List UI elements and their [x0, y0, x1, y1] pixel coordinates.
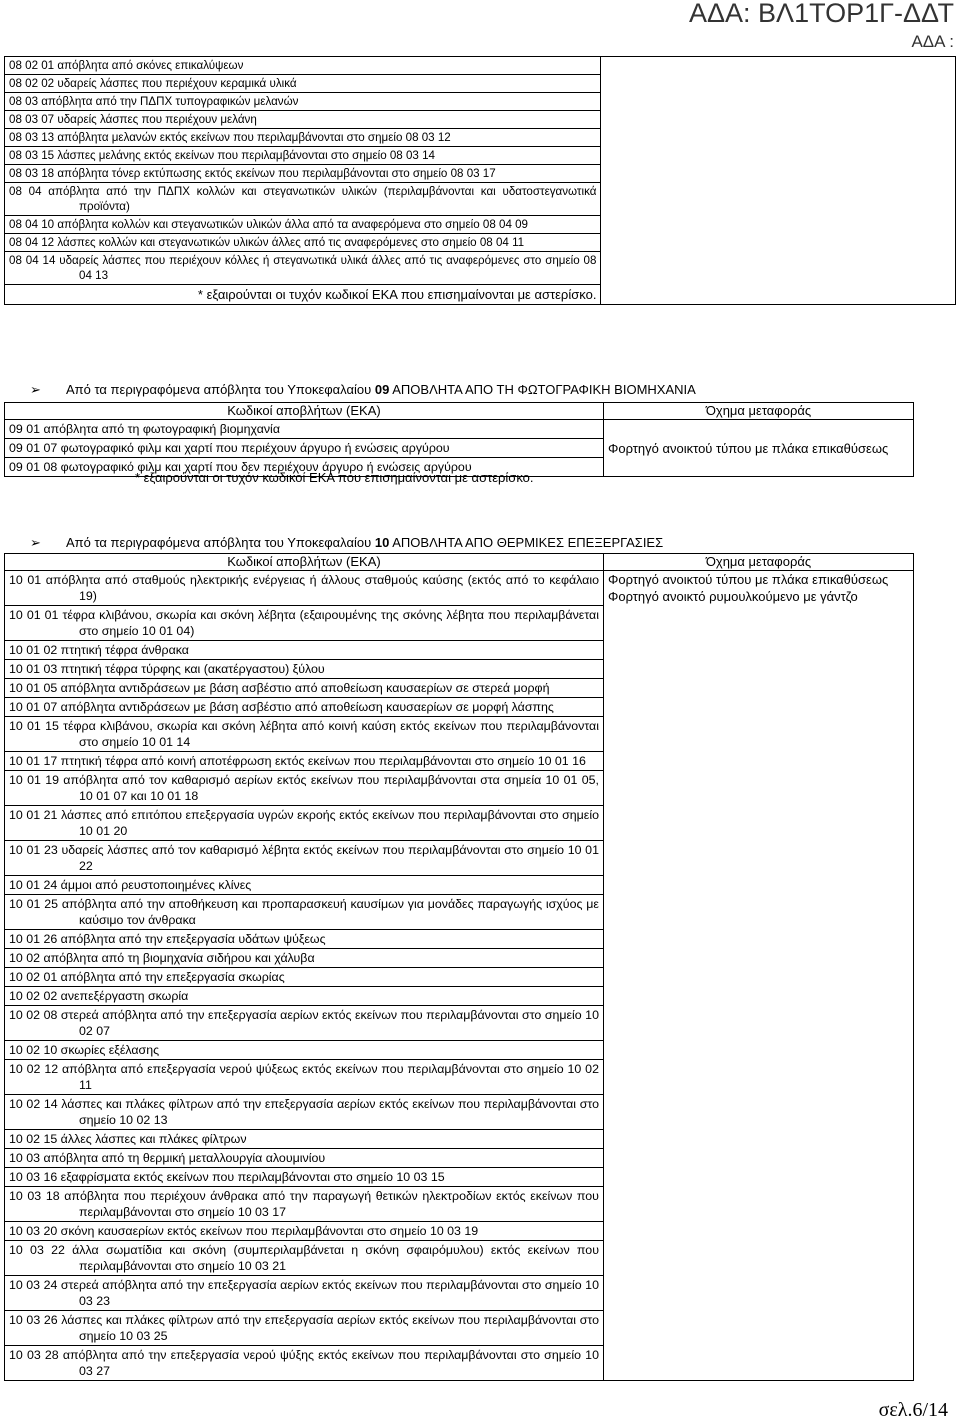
ada-header	[689, 0, 954, 50]
ada-code: ΑΔΑ: ΒΛ1ΤΟΡ1Γ-ΔΔΤ	[688, 0, 954, 28]
waste-code: 10 01 05 απόβλητα αντιδράσεων με βάση ασβέστιο από αποθείωση καυσαερίων σε στερεά μορφή	[9, 681, 550, 695]
table-row	[5, 57, 956, 75]
transport-cell	[601, 57, 956, 305]
transport-option: Φορτηγό ανοικτό ρυμουλκούμενο με γάντζο	[607, 589, 858, 604]
col-codes-header: Κωδικοί αποβλήτων (ΕΚΑ)	[5, 554, 604, 571]
waste-code: 08 04 10 απόβλητα κολλών και στεγανωτικών υλικών άλλα από τα αναφερόμενα στο σημείο 08 04 09	[9, 218, 529, 231]
note: * εξαιρούνται οι τυχόν κωδικοί ΕΚΑ που επισημαίνονται με αστερίσκο.	[5, 285, 601, 305]
waste-code: 10 01 23 υδαρείς λάσπες από τον καθαρισμό λέβητα εκτός εκείνων που περιλαμβάνονται στο σημείο 10 01 22	[9, 843, 599, 873]
waste-code: 10 01 26 απόβλητα από την επεξεργασία υδάτων ψύξεως	[9, 932, 326, 946]
page-number: σελ.6/14	[878, 1399, 948, 1421]
table-row	[5, 420, 914, 439]
waste-code: 10 02 12 απόβλητα από επεξεργασία νερού ψύξεως εκτός εκείνων που περιλαμβάνονται στο σημείο 10 02 11	[9, 1062, 599, 1092]
waste-code: 10 01 03 πτητική τέφρα τύρφης και (ακατέργαστου) ξύλου	[9, 662, 325, 676]
table-row	[5, 571, 914, 606]
col-codes-header: Κωδικοί αποβλήτων (ΕΚΑ)	[5, 403, 604, 420]
waste-code: 10 01 24 άμμοι από ρευστοποιημένες κλίνες	[9, 878, 252, 892]
section-10-heading: ➢ Από τα περιγραφόμενα απόβλητα του Υποκεφαλαίου 10 ΑΠΟΒΛΗΤΑ ΑΠΟ ΘΕΡΜΙΚΕΣ ΕΠΕΞΕΡΓΑΣΙΕΣ	[30, 535, 664, 550]
waste-table-09	[4, 402, 914, 477]
waste-code: 10 02 01 απόβλητα από την επεξεργασία σκωρίας	[9, 970, 285, 984]
waste-table-10	[4, 553, 914, 1381]
transport-cell	[603, 571, 913, 1381]
waste-code: 10 02 14 λάσπες και πλάκες φίλτρων από την επεξεργασία αερίων εκτός εκείνων που περιλαμβάνονται στο σημείο 10 02 13	[9, 1097, 599, 1127]
waste-table-08	[4, 56, 956, 305]
waste-code: 09 01 07 φωτογραφικό φιλμ και χαρτί που περιέχουν άργυρο ή ενώσεις αργύρου	[9, 441, 450, 455]
arrow-bullet-icon: ➢	[30, 382, 41, 397]
waste-code: 10 01 21 λάσπες από επιτόπου επεξεργασία υγρών εκροής εκτός εκείνων που περιλαμβάνονται στο σημείο 10 01 20	[9, 808, 599, 838]
table-header-row	[5, 403, 914, 420]
note: * εξαιρούνται οι τυχόν κωδικοί ΕΚΑ που επισημαίνονται με αστερίσκο.	[135, 470, 534, 485]
waste-code: 10 03 18 απόβλητα που περιέχουν άνθρακα από την παραγωγή θετικών ηλεκτροδίων εκτός εκείνων που περιλαμβάνονται στο σημείο 10 03 17	[9, 1189, 599, 1219]
waste-code: 10 02 10 σκωρίες εξέλασης	[9, 1043, 160, 1057]
waste-code: 10 02 απόβλητα από τη βιομηχανία σιδήρου και χάλυβα	[9, 951, 315, 965]
waste-code: 08 03 15 λάσπες μελάνης εκτός εκείνων που περιλαμβάνονται στο σημείο 08 03 14	[9, 149, 435, 162]
section-09-heading: ➢ Από τα περιγραφόμενα απόβλητα του Υποκεφαλαίου 09 ΑΠΟΒΛΗΤΑ ΑΠΟ ΤΗ ΦΩΤΟΓΡΑΦΙΚΗ ΒΙΟΜΗΧΑΝΙΑ	[30, 382, 696, 397]
waste-code: 08 02 01 απόβλητα από σκόνες επικαλύψεων	[9, 59, 244, 72]
arrow-bullet-icon: ➢	[30, 535, 41, 550]
waste-code: 10 02 08 στερεά απόβλητα από την επεξεργασία αερίων εκτός εκείνων που περιλαμβάνονται στο σημείο 10 02 07	[9, 1008, 599, 1038]
waste-code: 10 01 19 απόβλητα από τον καθαρισμό αερίων εκτός εκείνων που περιλαμβάνονται στα σημεία 10 01 05, 10 01 07 και 10 01 18	[9, 773, 599, 803]
waste-code: 10 03 24 στερεά απόβλητα από την επεξεργασία αερίων εκτός εκείνων που περιλαμβάνονται στο σημείο 10 03 23	[9, 1278, 599, 1308]
col-transport-header: Όχημα μεταφοράς	[603, 554, 913, 571]
waste-code: 08 02 02 υδαρείς λάσπες που περιέχουν κεραμικά υλικά	[9, 77, 297, 90]
transport-cell: Φορτηγό ανοικτού τύπου με πλάκα επικαθύσεως	[603, 420, 913, 477]
waste-code: 08 03 07 υδαρείς λάσπες που περιέχουν μελάνη	[9, 113, 257, 126]
waste-code: 09 01 απόβλητα από τη φωτογραφική βιομηχανία	[9, 422, 280, 436]
waste-code: 10 03 22 άλλα σωματίδια και σκόνη (συμπεριλαμβάνεται η σκόνη σφαιρόμυλου) εκτός εκείνων που περιλαμβάνονται στο σημείο 10 03 21	[9, 1243, 599, 1273]
waste-code: 09 01 08 φωτογραφικό φιλμ και χαρτί που δεν περιέχουν άργυρο ή ενώσεις αργύρου	[9, 460, 472, 474]
waste-code: 10 01 25 απόβλητα από την αποθήκευση και προπαρασκευή καυσίμων για μονάδες παραγωγής ισχύος με καύσιμο τον άνθρακα	[9, 897, 599, 927]
waste-code: 08 04 12 λάσπες κολλών και στεγανωτικών υλικών άλλες από τις αναφερόμενες στο σημείο 08 04 11	[9, 236, 525, 249]
waste-code: 10 01 17 πτητική τέφρα από κοινή αποτέφρωση εκτός εκείνων που περιλαμβάνονται στο σημείο 10 01 16	[9, 754, 586, 768]
col-transport-header: Όχημα μεταφοράς	[603, 403, 913, 420]
waste-code: 08 04 14 υδαρείς λάσπες που περιέχουν κόλλες ή στεγανωτικά υλικά άλλες από τις αναφερόμενες στο σημείο 08 04 13	[9, 254, 597, 282]
waste-code: 10 02 15 άλλες λάσπες και πλάκες φίλτρων	[9, 1132, 247, 1146]
waste-code: 10 03 26 λάσπες και πλάκες φίλτρων από την επεξεργασία αερίων εκτός εκείνων που περιλαμβάνονται στο σημείο 10 03 25	[9, 1313, 599, 1343]
ada-label: ΑΔΑ :	[911, 32, 954, 51]
waste-code: 10 01 15 τέφρα κλιβάνου, σκωρία και σκόνη λέβητα από κοινή καύση εκτός εκείνων που περιλαμβάνονται στο σημείο 10 01 14	[9, 719, 599, 749]
waste-code: 10 01 02 πτητική τέφρα άνθρακα	[9, 643, 189, 657]
transport-option: Φορτηγό ανοικτού τύπου με πλάκα επικαθύσεως	[607, 572, 889, 587]
waste-code: 10 01 απόβλητα από σταθμούς ηλεκτρικής ενέργειας ή άλλους σταθμούς καύσης (εκτός από το κεφάλαιο 19)	[9, 573, 599, 603]
waste-code: 10 03 απόβλητα από τη θερμική μεταλλουργία αλουμινίου	[9, 1151, 326, 1165]
waste-code: 08 03 18 απόβλητα τόνερ εκτύπωσης εκτός εκείνων που περιλαμβάνονται στο σημείο 08 03 17	[9, 167, 496, 180]
waste-code: 10 01 07 απόβλητα αντιδράσεων με βάση ασβέστιο από αποθείωση καυσαερίων σε μορφή λάσπης	[9, 700, 554, 714]
waste-code: 08 03 13 απόβλητα μελανών εκτός εκείνων που περιλαμβάνονται στο σημείο 08 03 12	[9, 131, 451, 144]
waste-code: 10 03 16 εξαφρίσματα εκτός εκείνων που περιλαμβάνονται στο σημείο 10 03 15	[9, 1170, 445, 1184]
waste-code: 10 03 20 σκόνη καυσαερίων εκτός εκείνων που περιλαμβάνονται στο σημείο 10 03 19	[9, 1224, 479, 1238]
waste-code: 08 04 απόβλητα από την ΠΔΠΧ κολλών και στεγανωτικών υλικών (περιλαμβάνονται και υδατοστεγανωτικά προϊόντα)	[9, 185, 597, 213]
waste-code: 10 01 01 τέφρα κλιβάνου, σκωρία και σκόνη λέβητα (εξαιρουμένης της σκόνης λέβητα που περιλαμβάνεται στο σημείο 10 01 04)	[9, 608, 599, 638]
waste-code: 10 03 28 απόβλητα από την επεξεργασία νερού ψύξης εκτός εκείνων που περιλαμβάνονται στο σημείο 10 03 27	[9, 1348, 599, 1378]
waste-code: 08 03 απόβλητα από την ΠΔΠΧ τυπογραφικών μελανών	[9, 95, 299, 108]
table-header-row	[5, 554, 914, 571]
waste-code: 10 02 02 ανεπεξέργαστη σκωρία	[9, 989, 189, 1003]
